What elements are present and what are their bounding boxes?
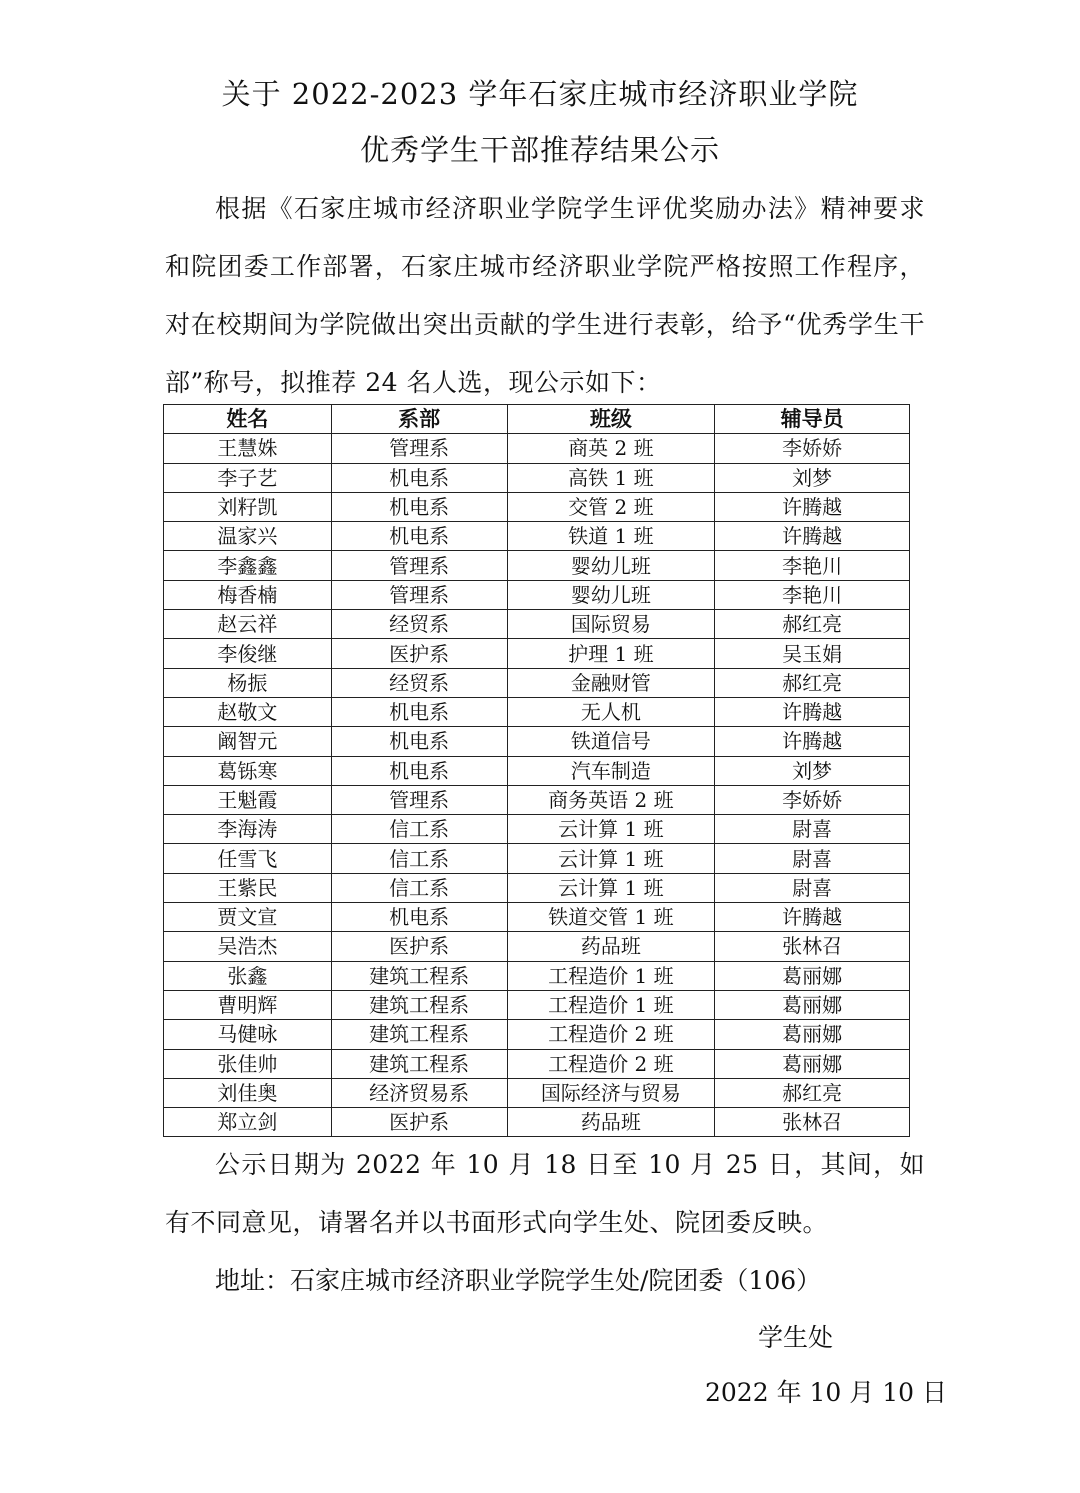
cell-advisor: 刘梦 [715, 463, 910, 492]
cell-name: 温家兴 [164, 522, 332, 551]
document-title-line-2: 优秀学生干部推荐结果公示 [359, 133, 720, 167]
cell-advisor: 尉喜 [715, 844, 910, 873]
cell-department: 经济贸易系 [331, 1078, 507, 1107]
cell-class: 无人机 [507, 697, 715, 726]
cell-advisor: 尉喜 [715, 873, 910, 902]
cell-department: 机电系 [331, 463, 507, 492]
address-line: 地址：石家庄城市经济职业学院学生处/院团委（106） [215, 1266, 822, 1295]
cell-name: 曹明辉 [164, 990, 332, 1019]
cell-department: 建筑工程系 [331, 961, 507, 990]
cell-name: 阚智元 [164, 727, 332, 756]
cell-name: 马健咏 [164, 1020, 332, 1049]
cell-advisor: 葛丽娜 [715, 961, 910, 990]
cell-advisor: 许腾越 [715, 492, 910, 521]
document-title-line-1: 关于 2022-2023 学年石家庄城市经济职业学院 [221, 77, 859, 111]
cell-department: 机电系 [331, 903, 507, 932]
table-row [164, 844, 910, 873]
cell-advisor: 刘梦 [715, 756, 910, 785]
cell-advisor: 许腾越 [715, 697, 910, 726]
cell-class: 云计算 1 班 [507, 873, 715, 902]
cell-advisor: 葛丽娜 [715, 1020, 910, 1049]
cell-department: 机电系 [331, 756, 507, 785]
table-row [164, 961, 910, 990]
cell-name: 赵敬文 [164, 697, 332, 726]
cell-department: 医护系 [331, 932, 507, 961]
cell-department: 经贸系 [331, 668, 507, 697]
cell-department: 机电系 [331, 727, 507, 756]
cell-name: 赵云祥 [164, 610, 332, 639]
cell-advisor: 李艳川 [715, 551, 910, 580]
cell-name: 李子艺 [164, 463, 332, 492]
cell-department: 建筑工程系 [331, 1049, 507, 1078]
cell-class: 婴幼儿班 [507, 551, 715, 580]
table-row [164, 463, 910, 492]
cell-advisor: 李艳川 [715, 580, 910, 609]
cell-class: 国际贸易 [507, 610, 715, 639]
nominee-table [163, 404, 910, 1137]
table-row [164, 727, 910, 756]
cell-class: 国际经济与贸易 [507, 1078, 715, 1107]
cell-department: 机电系 [331, 697, 507, 726]
cell-class: 工程造价 1 班 [507, 990, 715, 1019]
cell-advisor: 郝红亮 [715, 610, 910, 639]
cell-name: 王慧姝 [164, 434, 332, 463]
intro-paragraph: 根据《石家庄城市经济职业学院学生评优奖励办法》精神要求和院团委工作部署，石家庄城市经济职业学院严格按照工作程序，对在校期间为学院做出突出贡献的学生进行表彰，给予“优秀学生干部”称号，拟推荐 24 名人选，现公示如下： [165, 194, 925, 397]
cell-advisor: 许腾越 [715, 727, 910, 756]
cell-class: 工程造价 1 班 [507, 961, 715, 990]
cell-class: 商务英语 2 班 [507, 785, 715, 814]
cell-class: 高铁 1 班 [507, 463, 715, 492]
issue-date: 2022 年 10 月 10 日 [705, 1378, 947, 1407]
cell-class: 工程造价 2 班 [507, 1049, 715, 1078]
table-row [164, 1020, 910, 1049]
cell-advisor: 郝红亮 [715, 1078, 910, 1107]
cell-class: 药品班 [507, 932, 715, 961]
cell-name: 任雪飞 [164, 844, 332, 873]
cell-advisor: 张林召 [715, 932, 910, 961]
cell-class: 商英 2 班 [507, 434, 715, 463]
cell-advisor: 尉喜 [715, 815, 910, 844]
header-name: 姓名 [164, 405, 332, 434]
cell-name: 王紫民 [164, 873, 332, 902]
table-row [164, 1049, 910, 1078]
table-row [164, 873, 910, 902]
cell-name: 吴浩杰 [164, 932, 332, 961]
cell-class: 铁道交管 1 班 [507, 903, 715, 932]
table-row [164, 668, 910, 697]
cell-class: 护理 1 班 [507, 639, 715, 668]
header-class: 班级 [507, 405, 715, 434]
cell-advisor: 许腾越 [715, 903, 910, 932]
cell-class: 云计算 1 班 [507, 815, 715, 844]
cell-class: 交管 2 班 [507, 492, 715, 521]
cell-advisor: 李娇娇 [715, 785, 910, 814]
cell-department: 医护系 [331, 1108, 507, 1137]
header-advisor: 辅导员 [715, 405, 910, 434]
cell-department: 医护系 [331, 639, 507, 668]
table-row [164, 610, 910, 639]
table-row [164, 785, 910, 814]
cell-class: 药品班 [507, 1108, 715, 1137]
cell-class: 工程造价 2 班 [507, 1020, 715, 1049]
cell-class: 婴幼儿班 [507, 580, 715, 609]
table-row [164, 697, 910, 726]
cell-name: 刘籽凯 [164, 492, 332, 521]
cell-advisor: 吴玉娟 [715, 639, 910, 668]
table-row [164, 434, 910, 463]
cell-department: 管理系 [331, 434, 507, 463]
cell-advisor: 张林召 [715, 1108, 910, 1137]
cell-name: 张鑫 [164, 961, 332, 990]
cell-department: 经贸系 [331, 610, 507, 639]
table-row [164, 990, 910, 1019]
cell-name: 贾文宣 [164, 903, 332, 932]
cell-department: 机电系 [331, 522, 507, 551]
cell-name: 梅香楠 [164, 580, 332, 609]
cell-advisor: 葛丽娜 [715, 990, 910, 1019]
table-row [164, 815, 910, 844]
cell-department: 建筑工程系 [331, 990, 507, 1019]
table-row [164, 580, 910, 609]
cell-name: 李俊继 [164, 639, 332, 668]
cell-name: 杨振 [164, 668, 332, 697]
table-header-row [164, 405, 910, 434]
cell-department: 管理系 [331, 551, 507, 580]
cell-class: 铁道 1 班 [507, 522, 715, 551]
cell-department: 机电系 [331, 492, 507, 521]
cell-class: 云计算 1 班 [507, 844, 715, 873]
cell-advisor: 郝红亮 [715, 668, 910, 697]
nominee-table-body [164, 434, 910, 1137]
table-row [164, 1108, 910, 1137]
table-row [164, 932, 910, 961]
cell-department: 建筑工程系 [331, 1020, 507, 1049]
cell-name: 李鑫鑫 [164, 551, 332, 580]
cell-class: 金融财管 [507, 668, 715, 697]
cell-department: 信工系 [331, 873, 507, 902]
table-row [164, 903, 910, 932]
cell-department: 信工系 [331, 844, 507, 873]
table-row [164, 522, 910, 551]
cell-name: 王魁霞 [164, 785, 332, 814]
header-department: 系部 [331, 405, 507, 434]
cell-department: 管理系 [331, 785, 507, 814]
signer: 学生处 [758, 1323, 834, 1352]
cell-name: 刘佳奥 [164, 1078, 332, 1107]
cell-class: 汽车制造 [507, 756, 715, 785]
table-row [164, 639, 910, 668]
cell-advisor: 李娇娇 [715, 434, 910, 463]
cell-advisor: 葛丽娜 [715, 1049, 910, 1078]
cell-advisor: 许腾越 [715, 522, 910, 551]
cell-name: 葛铄寒 [164, 756, 332, 785]
cell-name: 郑立剑 [164, 1108, 332, 1137]
table-row [164, 756, 910, 785]
cell-department: 信工系 [331, 815, 507, 844]
table-row [164, 492, 910, 521]
cell-name: 张佳帅 [164, 1049, 332, 1078]
cell-department: 管理系 [331, 580, 507, 609]
notice-paragraph: 公示日期为 2022 年 10 月 18 日至 10 月 25 日，其间，如有不同意见，请署名并以书面形式向学生处、院团委反映。 [165, 1150, 925, 1237]
cell-name: 李海涛 [164, 815, 332, 844]
table-row [164, 551, 910, 580]
cell-class: 铁道信号 [507, 727, 715, 756]
table-row [164, 1078, 910, 1107]
